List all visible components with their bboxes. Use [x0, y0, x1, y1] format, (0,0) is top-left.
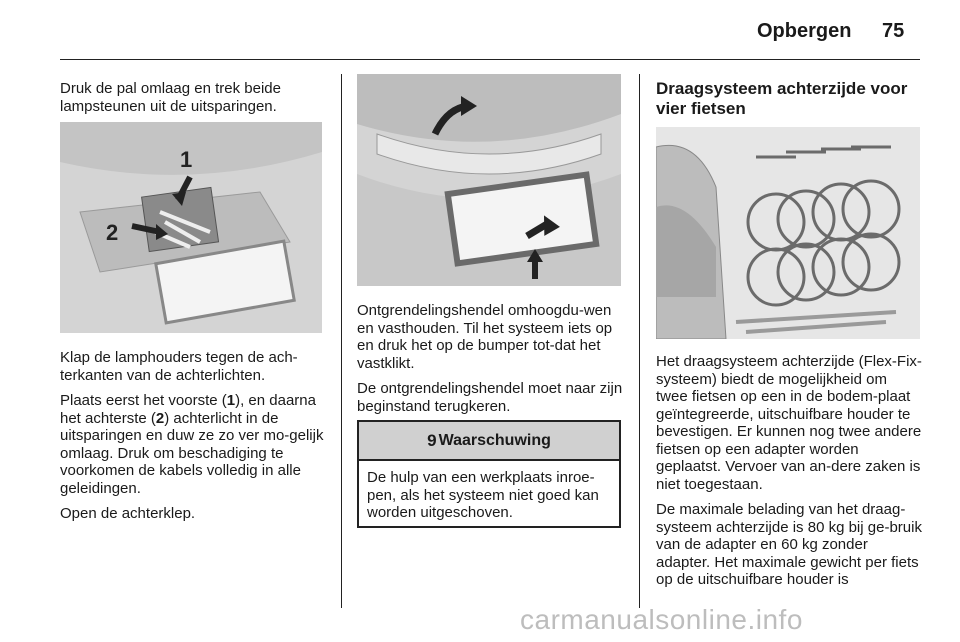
- paragraph-flexfix: Het draagsysteem achterzijde (Flex-Fix-systeem) biedt de mogelijkheid om twee fietsen op een in de bodem-plaat geïntegreerde, uitschuifbare houder te bevestigen. Er kunnen nog twee andere fietsen op een adapter worden geplaatst. Vervoer van an-dere zaken is niet toegestaan.: [656, 353, 922, 493]
- paragraph-lever-return: De ontgrendelingshendel moet naar zijn beginstand terugkeren.: [357, 380, 623, 415]
- warning-header: [359, 422, 619, 461]
- paragraph-release-lever: Ontgrendelingshendel omhoogdu-wen en vasthouden. Til het systeem iets op en druk het op de bumper tot-dat het vastklikt.: [357, 302, 613, 372]
- column1-intro: [60, 80, 328, 123]
- column2-body: [357, 302, 625, 423]
- bumper-illustration: [357, 74, 621, 286]
- warning-box: [357, 420, 621, 528]
- lamp-holder-illustration: [60, 122, 322, 333]
- paragraph-placement: Plaats eerst het voorste (1), en daarna het achterste (2) achterlicht in de uitsparingen en duw ze zo ver mo-gelijk omlaag. Druk om beschadiging te voorkomen de kabels volledig in alle geleidingen.: [60, 392, 324, 497]
- bike-carrier-illustration: [656, 127, 920, 339]
- lamp-holder-figure: [60, 122, 322, 333]
- warning-text: De hulp van een werkplaats inroe-pen, als het systeem niet goed kan worden uitgeschoven.: [367, 469, 599, 521]
- watermark: carmanualsonline.info: [520, 604, 803, 635]
- column-divider-2: [639, 74, 640, 608]
- paragraph-max-load: De maximale belading van het draag-systeem achterzijde is 80 kg bij ge-bruik van de adapter en 60 kg zonder adapter. Het maximale gewicht per fiets op de uitschuifbare houder is: [656, 501, 922, 588]
- column1-body: [60, 349, 328, 531]
- paragraph-lamp-holders: Klap de lamphouders tegen de ach-terkanten van de achterlichten.: [60, 349, 298, 384]
- paragraph-open-tailgate: Open de achterklep.: [60, 505, 196, 522]
- warning-icon: 9: [427, 430, 437, 450]
- bumper-figure: [357, 74, 621, 286]
- page-number: 75: [882, 20, 905, 42]
- callout-2: 2: [106, 220, 119, 245]
- header-divider: [60, 59, 920, 60]
- callout-1: 1: [180, 147, 193, 172]
- section-title: Draagsysteem achterzijde voor vier fietsen: [656, 79, 908, 118]
- intro-paragraph: Druk de pal omlaag en trek beide lampsteunen uit de uitsparingen.: [60, 80, 281, 115]
- column3-body: [656, 353, 922, 597]
- page-title: Opbergen: [757, 20, 852, 42]
- warning-title: Waarschuwing: [438, 431, 551, 449]
- bike-carrier-figure: [656, 127, 920, 339]
- column-divider-1: [341, 74, 342, 608]
